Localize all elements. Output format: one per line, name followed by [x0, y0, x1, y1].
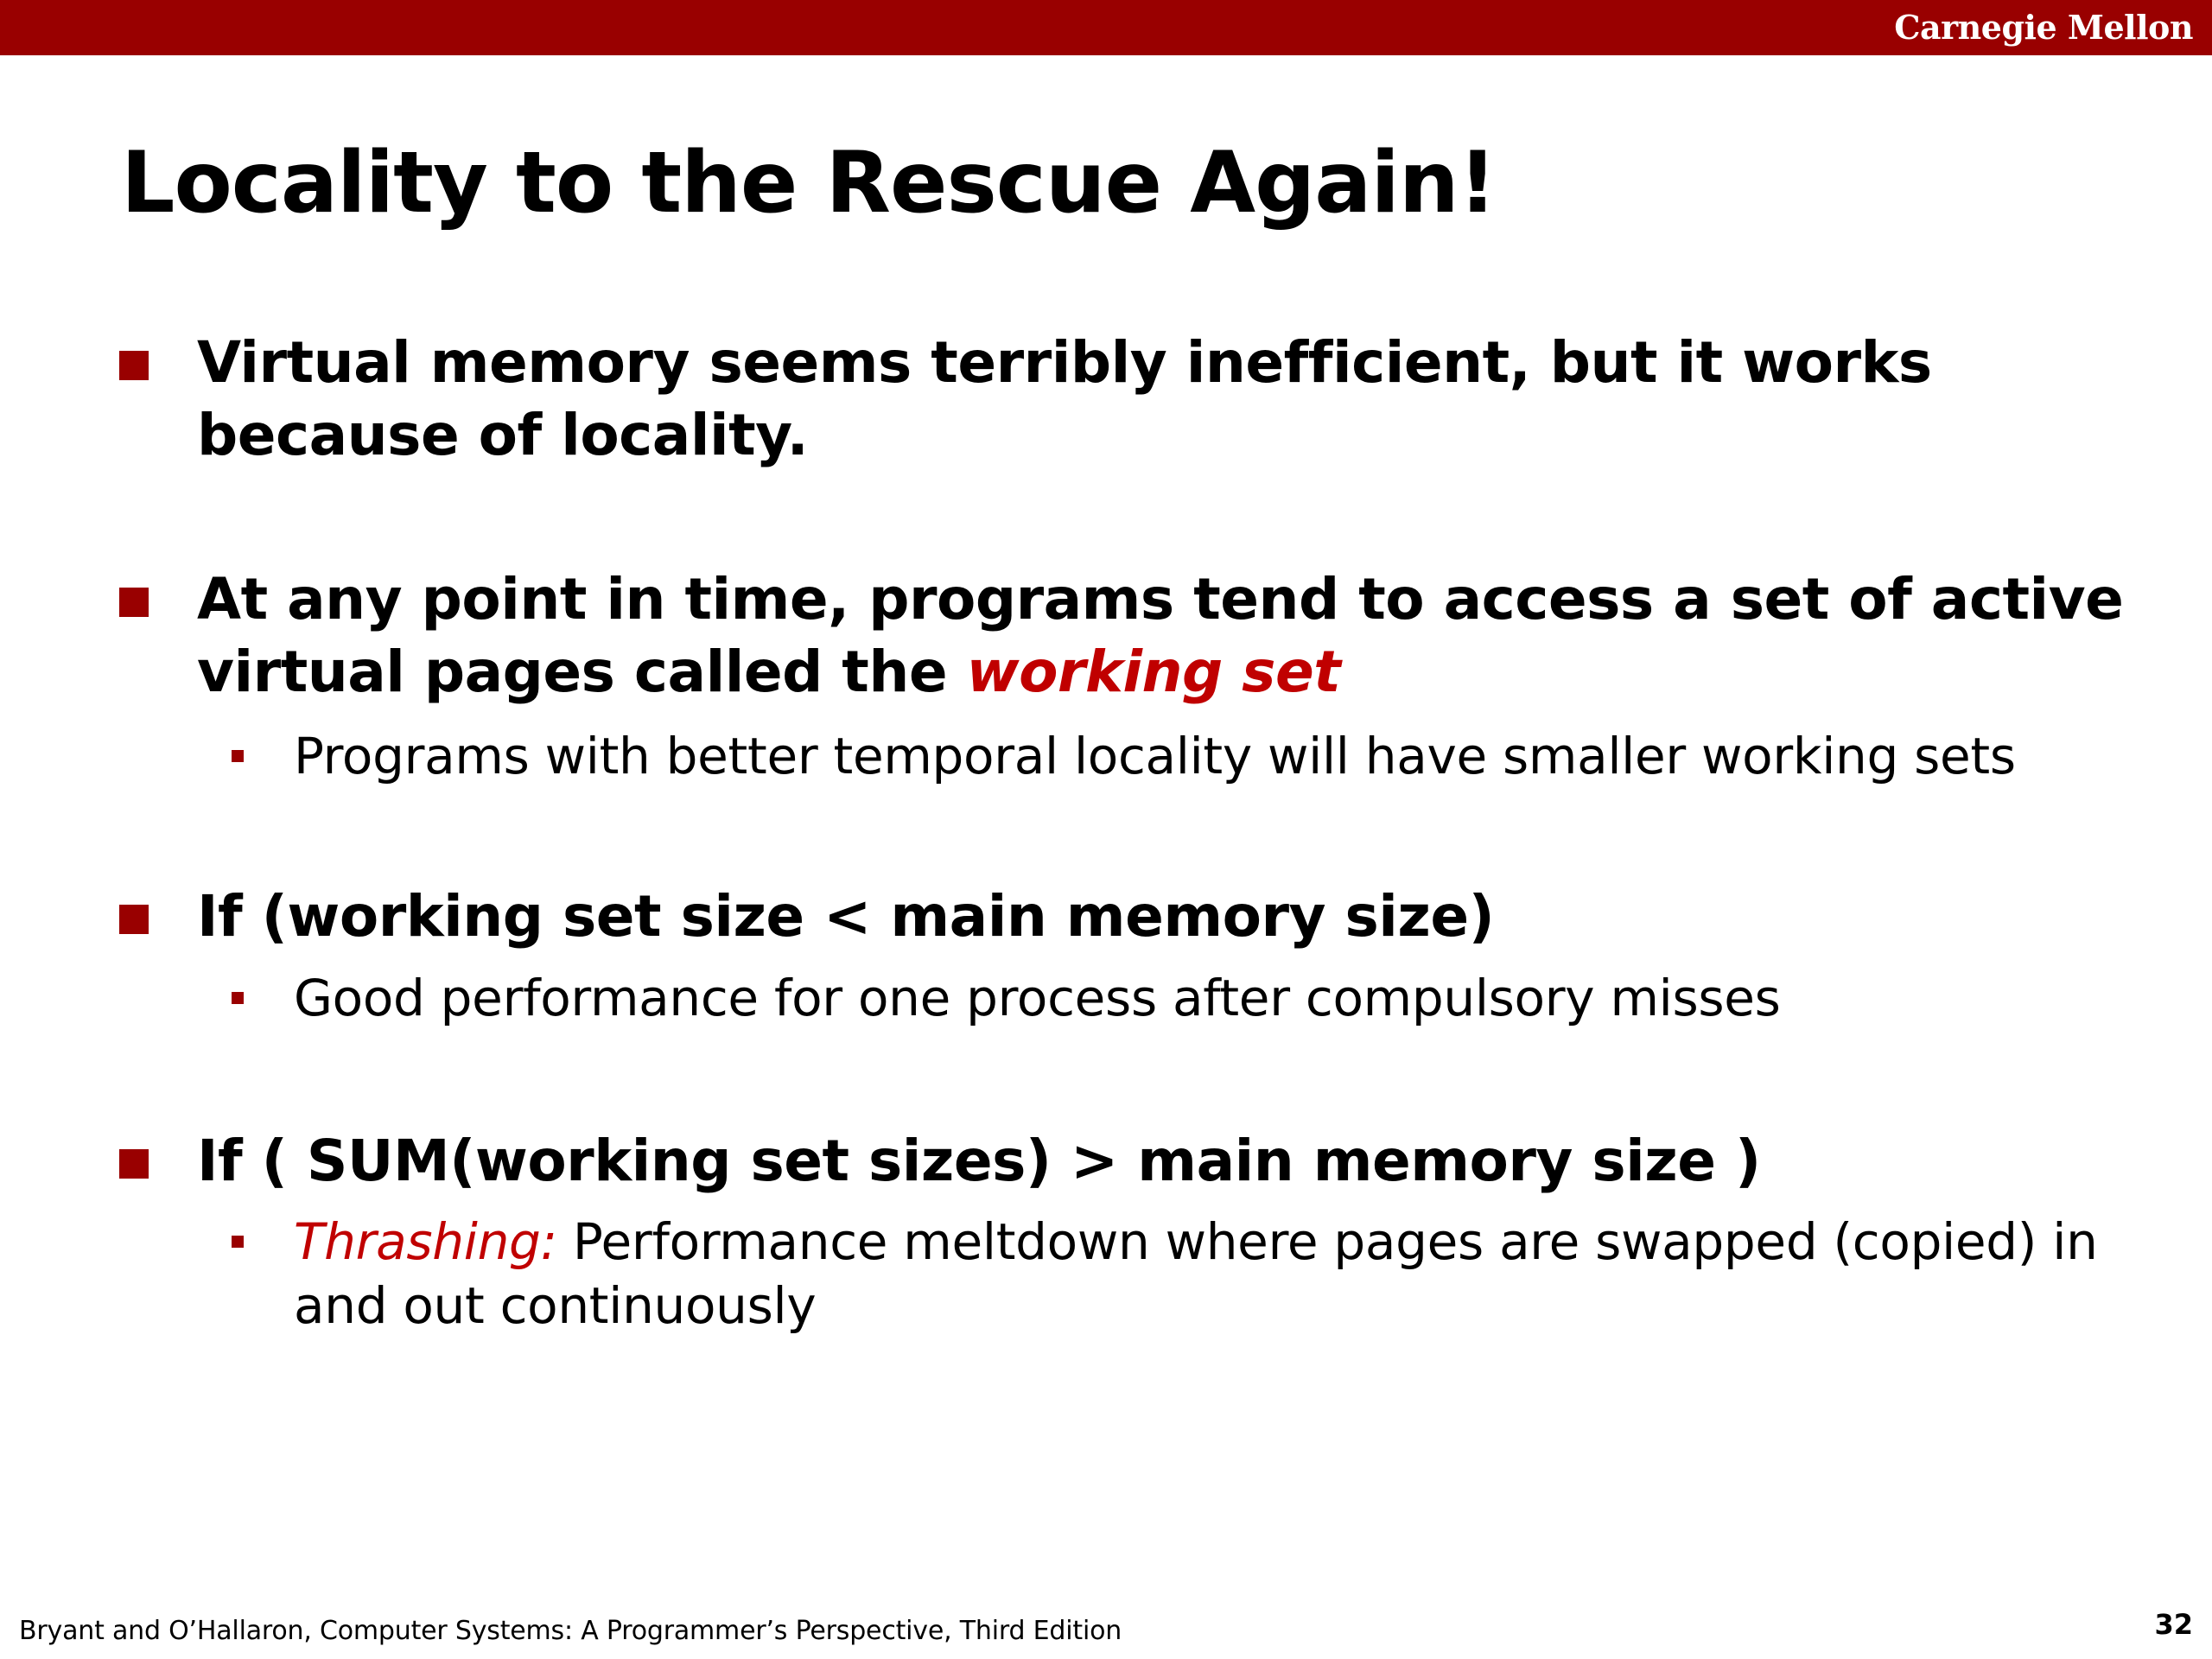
- bullet-square-icon: [119, 588, 149, 617]
- sub-bullet-square-icon: [232, 992, 244, 1004]
- sub-bullet-text: Performance meltdown where pages are swapped (copied) in and out continuously: [294, 1212, 2098, 1335]
- thrashing-term: Thrashing:: [294, 1212, 557, 1271]
- footer-citation: Bryant and O’Hallaron, Computer Systems: A Programmer’s Perspective, Third Edition: [19, 1616, 1122, 1646]
- bullet-item: If ( SUM(working set sizes) > main memory size ): [197, 1128, 1761, 1194]
- bullet-text: At any point in time, programs tend to access a set of active virtual pages called the: [197, 566, 2124, 705]
- page-number: 32: [2154, 1608, 2193, 1641]
- sub-bullet-item: [294, 1210, 2143, 1338]
- bullet-square-icon: [119, 351, 149, 380]
- slide-title: Locality to the Rescue Again!: [121, 134, 1497, 232]
- sub-bullet-item: Programs with better temporal locality will have smaller working sets: [294, 727, 2016, 785]
- brand-label: Carnegie Mellon: [1894, 8, 2193, 47]
- bullet-item: [197, 563, 2124, 709]
- sub-bullet-item: Good performance for one process after compulsory misses: [294, 969, 1781, 1027]
- bullet-item: If (working set size < main memory size): [197, 883, 1495, 950]
- header-bar: [0, 0, 2212, 55]
- bullet-square-icon: [119, 905, 149, 934]
- sub-bullet-square-icon: [232, 1236, 244, 1248]
- working-set-term: working set: [966, 639, 1341, 705]
- bullet-item: Virtual memory seems terribly inefficient, but it works because of locality.: [197, 329, 1932, 468]
- sub-bullet-square-icon: [232, 750, 244, 762]
- bullet-square-icon: [119, 1149, 149, 1179]
